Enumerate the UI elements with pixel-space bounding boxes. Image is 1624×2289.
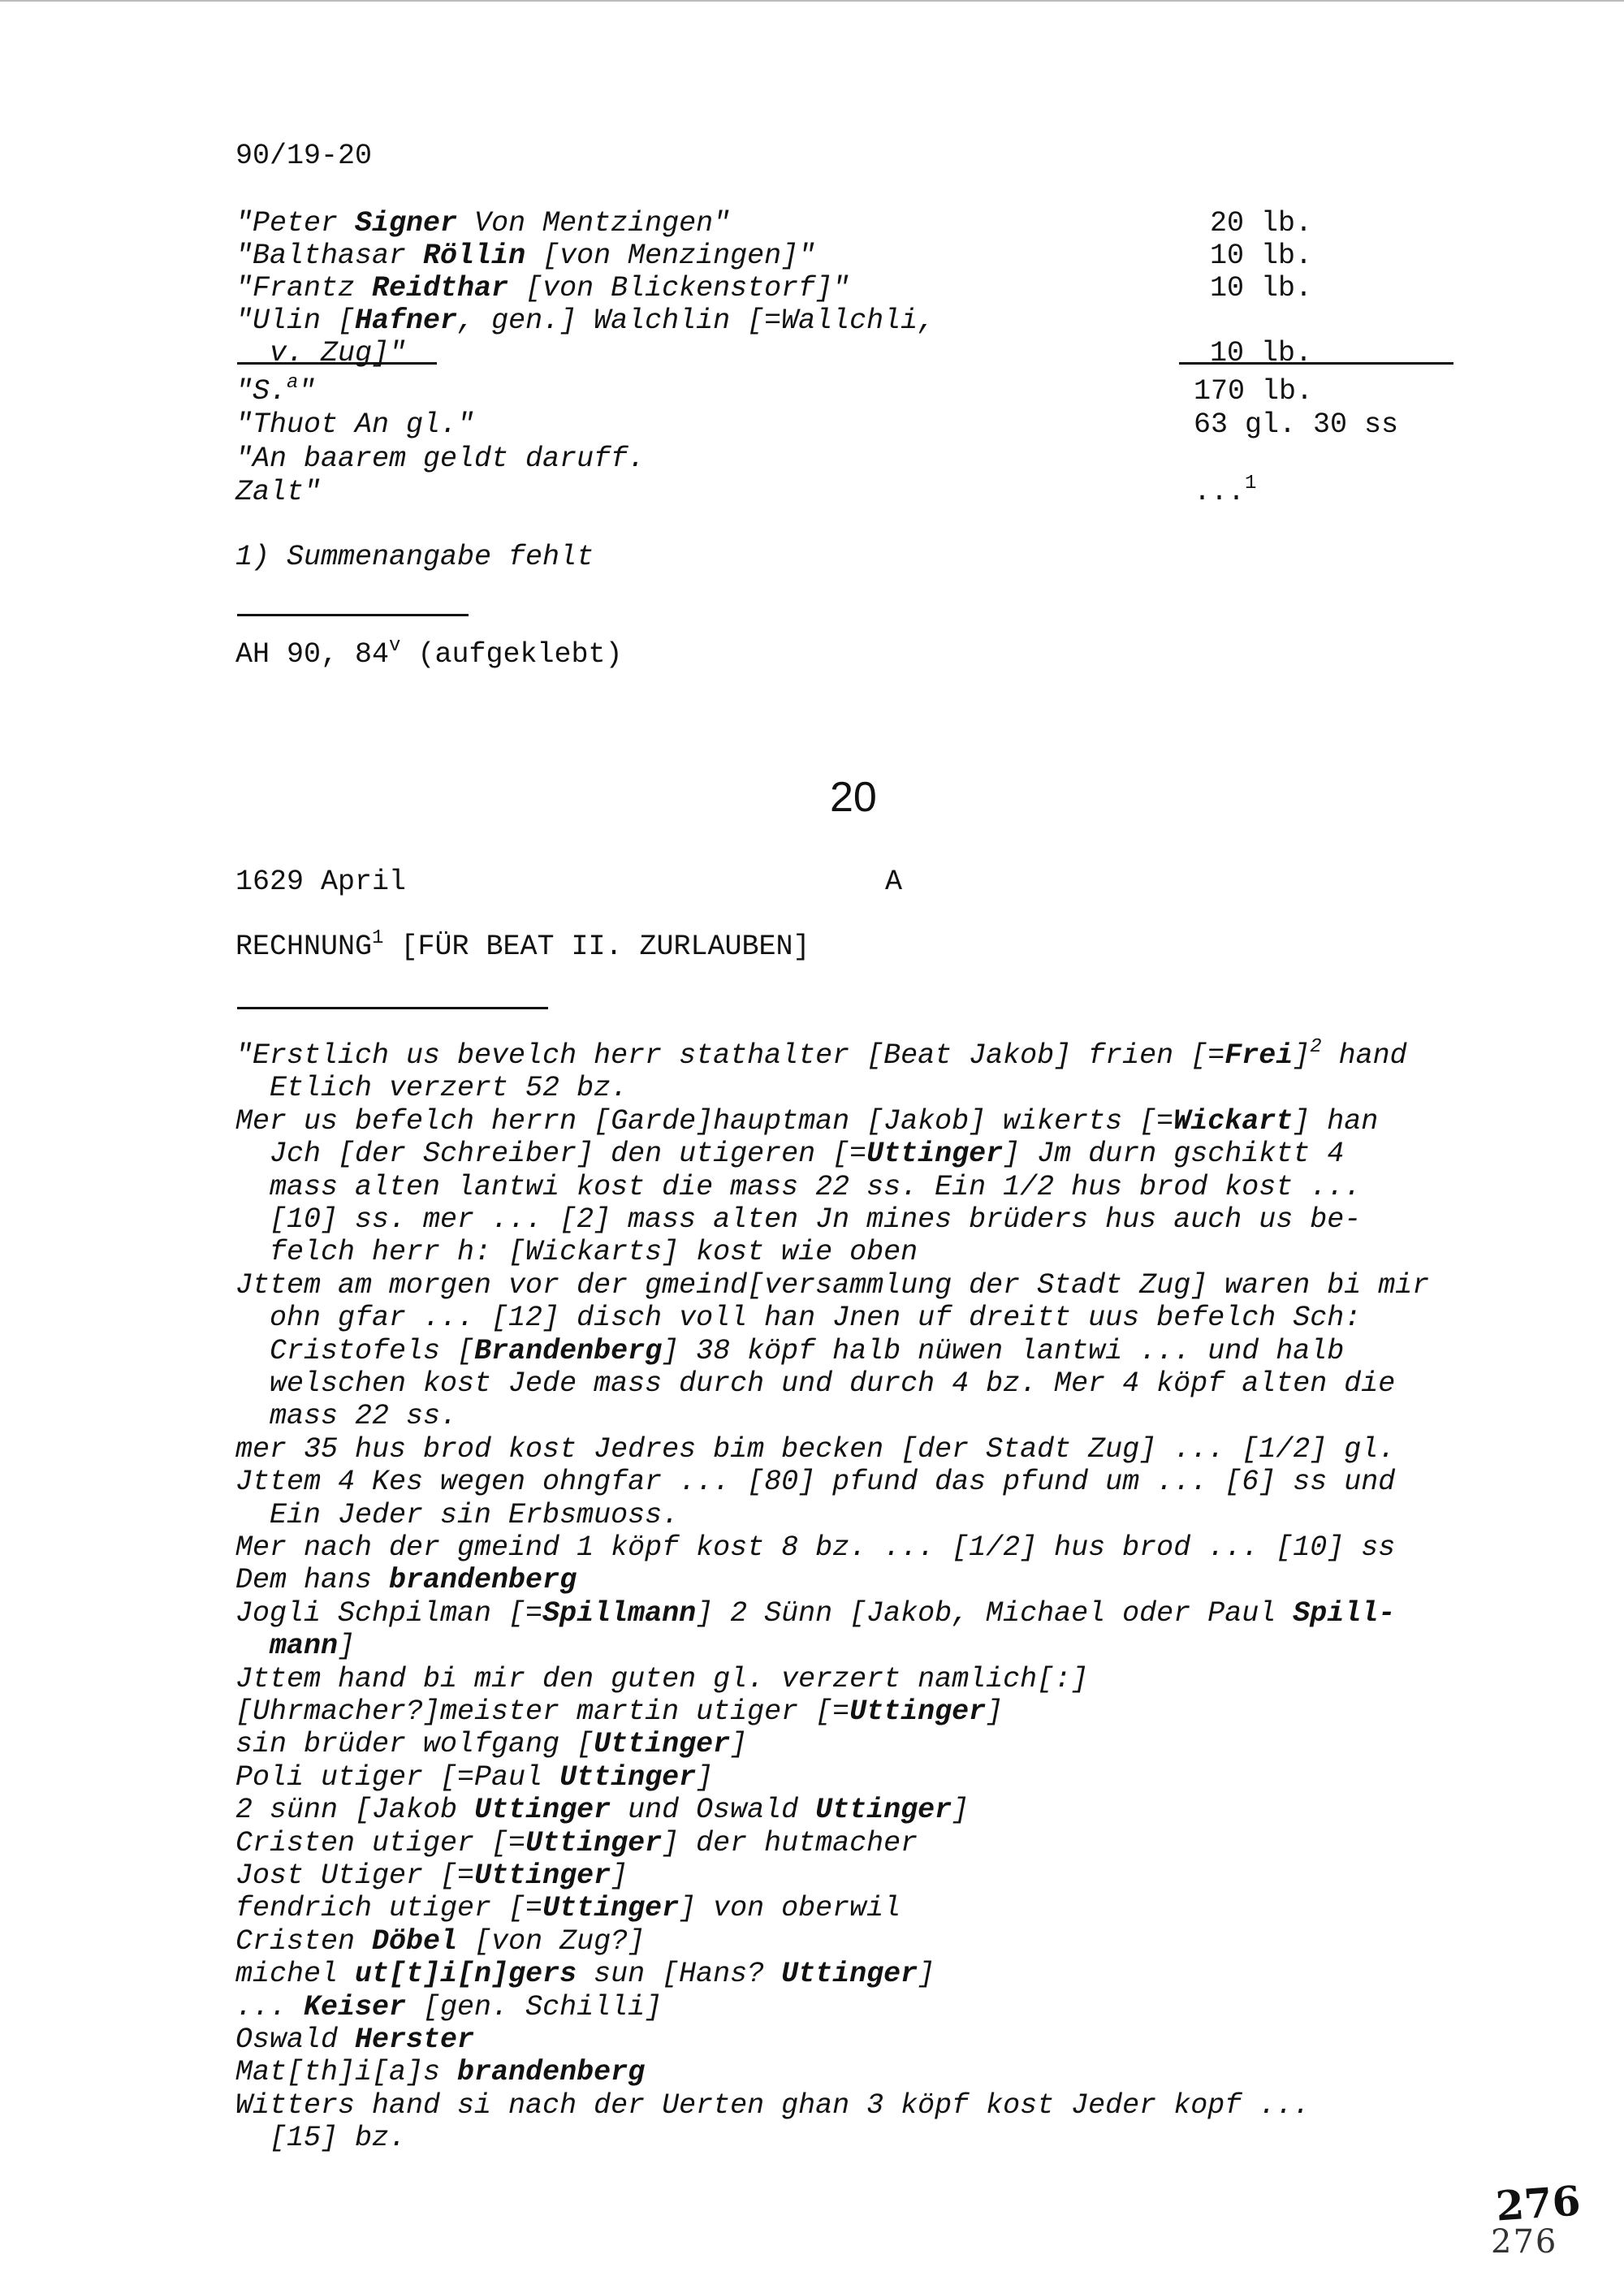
entry-amount: 10 lb. xyxy=(1210,240,1313,272)
text-line: [10] ss. mer ... [2] mass alten Jn mines brüders hus auch us be- xyxy=(235,1203,1362,1236)
text-line: Cristen Döbel [von Zug?] xyxy=(235,1925,646,1958)
text-line: ... Keiser [gen. Schilli] xyxy=(235,1991,663,2023)
footnote-separator xyxy=(237,614,469,616)
text-line: Etlich verzert 52 bz. xyxy=(235,1072,628,1104)
document-number: 20 xyxy=(830,774,877,821)
text-line: Witters hand si nach der Uerten ghan 3 köpf kost Jeder kopf ... xyxy=(235,2089,1311,2122)
entry-name: "Balthasar Röllin [von Menzingen]" xyxy=(235,240,816,272)
text-line: Jttem 4 Kes wegen ohngfar ... [80] pfund das pfund um ... [6] ss und xyxy=(235,1466,1396,1498)
title-separator xyxy=(237,1007,548,1009)
amount-underline xyxy=(1179,362,1453,365)
text-line: Mer nach der gmeind 1 köpf kost 8 bz. ... [1/2] hus brod ... [10] ss xyxy=(235,1531,1396,1564)
text-line: mass alten lantwi kost die mass 22 ss. Ein 1/2 hus brod kost ... xyxy=(235,1171,1362,1203)
text-line: sin brüder wolfgang [Uttinger] xyxy=(235,1728,748,1760)
thuot-amount: 63 gl. 30 ss xyxy=(1194,408,1399,441)
text-line: Poli utiger [=Paul Uttinger] xyxy=(235,1761,714,1794)
text-line: Cristofels [Brandenberg] 38 köpf halb nüwen lantwi ... und halb xyxy=(235,1335,1345,1367)
baar-line-2: Zalt" xyxy=(235,476,322,508)
entry-name: "Peter Signer Von Mentzingen" xyxy=(235,207,731,240)
text-line: [Uhrmacher?]meister martin utiger [=Uttinger] xyxy=(235,1695,1004,1728)
entry-amount: 20 lb. xyxy=(1210,207,1313,240)
text-line: Mat[th]i[a]s brandenberg xyxy=(235,2056,646,2088)
footnote: 1) Summenangabe fehlt xyxy=(235,541,594,573)
text-line: welschen kost Jede mass durch und durch 4 bz. Mer 4 köpf alten die xyxy=(235,1367,1396,1400)
handwritten-page-number: 276 xyxy=(1494,2176,1583,2231)
text-line: [15] bz. xyxy=(235,2122,407,2154)
text-line: mass 22 ss. xyxy=(235,1400,458,1432)
text-line: "Erstlich us bevelch herr stathalter [Beat Jakob] frien [=Frei]$^2$ hand xyxy=(235,1036,1407,1072)
name-underline xyxy=(237,362,437,365)
text-line: Oswald Herster xyxy=(235,2023,475,2056)
sum-amount: 170 lb. xyxy=(1194,375,1314,408)
text-line: mann] xyxy=(270,1630,356,1662)
text-line: Jttem hand bi mir den guten gl. verzert namlich[:] xyxy=(235,1663,1089,1695)
archive-reference: AH 90, 84$^v$ (aufgeklebt) xyxy=(235,635,623,671)
text-line: Jttem am morgen vor der gmeind[versammlung der Stadt Zug] waren bi mir xyxy=(235,1269,1430,1302)
text-line: Jogli Schpilman [=Spillmann] 2 Sünn [Jakob, Michael oder Paul Spill- xyxy=(235,1597,1396,1630)
entry-name: v. Zug]" xyxy=(235,337,407,369)
entry-amount: 10 lb. xyxy=(1210,272,1313,304)
sum-label: "S.$^a$" xyxy=(235,372,316,408)
text-line: 2 sünn [Jakob Uttinger und Oswald Uttinger] xyxy=(235,1794,970,1826)
text-line: Jost Utiger [=Uttinger] xyxy=(235,1859,628,1892)
text-line: Mer us befelch herrn [Garde]hauptman [Jakob] wikerts [=Wickart] han xyxy=(235,1105,1379,1138)
text-line: Dem hans brandenberg xyxy=(235,1564,577,1596)
entry-amount: 10 lb. xyxy=(1210,337,1313,369)
text-line: michel ut[t]i[n]gers sun [Hans? Uttinger] xyxy=(235,1958,935,1990)
text-line: mer 35 hus brod kost Jedres bim becken [der Stadt Zug] ... [1/2] gl. xyxy=(235,1433,1396,1466)
text-line: felch herr h: [Wickarts] kost wie oben xyxy=(235,1236,918,1268)
baar-line-1: "An baarem geldt daruff. xyxy=(235,443,646,475)
text-line: Jch [der Schreiber] den utigeren [=Uttinger] Jm durn gschiktt 4 xyxy=(235,1138,1345,1170)
document-letter: A xyxy=(885,866,903,898)
text-line: Ein Jeder sin Erbsmuoss. xyxy=(235,1499,680,1531)
entry-name: "Ulin [Hafner, gen.] Walchlin [=Wallchli, xyxy=(235,304,935,337)
reference-number: 90/19-20 xyxy=(235,140,373,172)
text-line: fendrich utiger [=Uttinger] von oberwil xyxy=(235,1892,901,1924)
document-date: 1629 April xyxy=(235,866,407,898)
text-line: Cristen utiger [=Uttinger] der hutmacher xyxy=(235,1827,918,1859)
handwritten-page-number-2: 276 xyxy=(1491,2223,1558,2261)
baar-amount: ...$^1$ xyxy=(1194,473,1257,508)
top-edge-line xyxy=(0,0,1624,2)
thuot-label: "Thuot An gl." xyxy=(235,408,475,441)
document-title: RECHNUNG$^1$ [FÜR BEAT II. ZURLAUBEN] xyxy=(235,927,810,963)
text-line: ohn gfar ... [12] disch voll han Jnen uf dreitt uus befelch Sch: xyxy=(235,1302,1362,1334)
entry-name: "Frantz Reidthar [von Blickenstorf]" xyxy=(235,272,850,304)
